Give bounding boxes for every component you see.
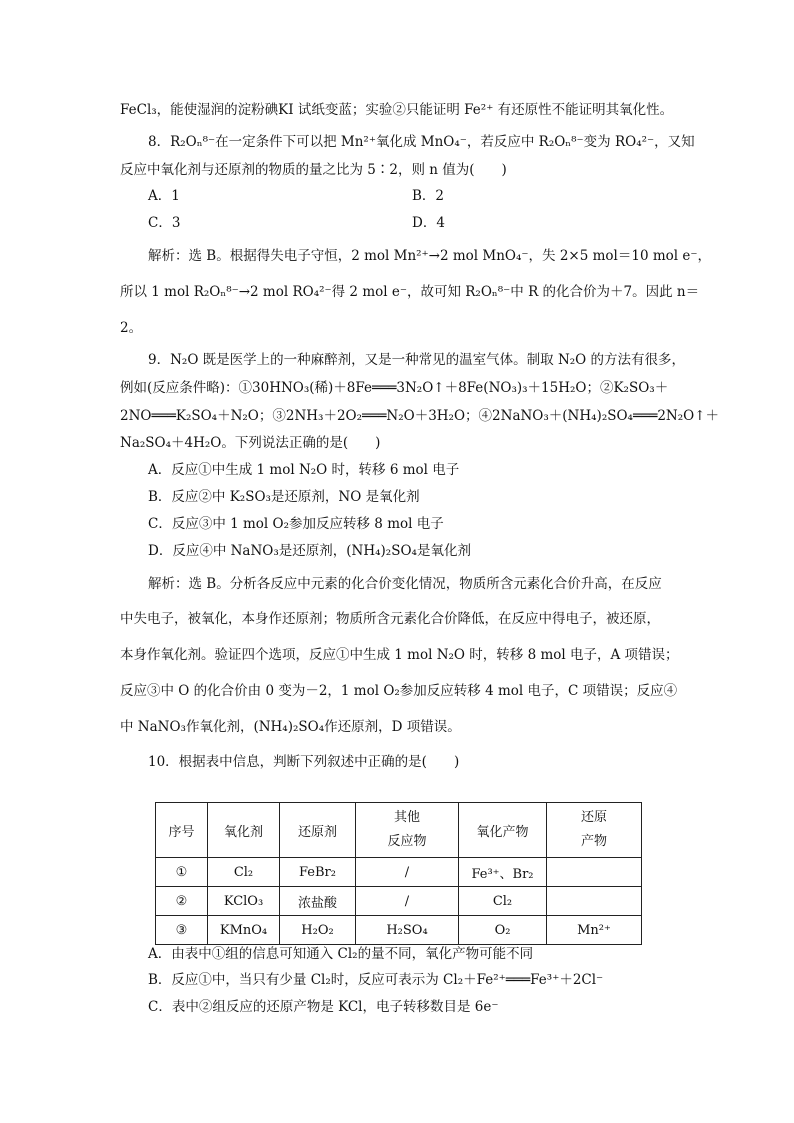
q9-explanation-line5: 中 NaNO₃作氧化剂，(NH₄)₂SO₄作还原剂，D 项错误。 <box>120 719 461 735</box>
q9-option-b: B．反应②中 K₂SO₃是还原剂，NO 是氧化剂 <box>148 489 420 505</box>
prev-answer-line: FeCl₃，能使湿润的淀粉碘KI 试纸变蓝；实验②只能证明 Fe²⁺ 有还原性不能证明其氧化性。 <box>120 102 674 118</box>
q8-stem-line1: 8．R₂Oₙ⁸⁻在一定条件下可以把 Mn²⁺氧化成 MnO₄⁻，若反应中 R₂Oₙ⁸⁻变为 RO₄²⁻，又知 <box>148 134 695 150</box>
table-header-row <box>156 803 642 858</box>
cell-oxidation-product: Cl₂ <box>459 887 547 916</box>
q10-stem: 10．根据表中信息，判断下列叙述中正确的是( ) <box>148 754 460 770</box>
cell-other: H₂SO₄ <box>356 916 459 945</box>
q9-explanation-line3: 本身作氧化剂。验证四个选项，反应①中生成 1 mol N₂O 时，转移 8 mol 电子，A 项错误； <box>120 647 679 663</box>
table-row <box>156 887 642 916</box>
q9-explanation-line2: 中失电子，被氧化，本身作还原剂；物质所含元素化合价降低，在反应中得电子，被还原， <box>120 611 660 627</box>
q10-option-a: A．由表中①组的信息可知通入 Cl₂的量不同，氧化产物可能不同 <box>148 946 534 962</box>
q9-stem-line3: 2NO═══K₂SO₄＋N₂O；③2NH₃＋2O₂═══N₂O＋3H₂O；④2NaNO₃＋(NH₄)₂SO₄═══2N₂O↑＋ <box>120 408 720 424</box>
cell-index: ③ <box>156 916 208 945</box>
header-oxidation-product: 氧化产物 <box>459 803 547 858</box>
cell-oxidation-product: O₂ <box>459 916 547 945</box>
q10-option-b: B．反应①中，当只有少量 Cl₂时，反应可表示为 Cl₂＋Fe²⁺═══Fe³⁺＋2Cl⁻ <box>148 972 604 988</box>
cell-reductant: H₂O₂ <box>280 916 356 945</box>
q9-stem-line1: 9．N₂O 既是医学上的一种麻醉剂，又是一种常见的温室气体。制取 N₂O 的方法有很多， <box>148 352 686 368</box>
table-row <box>156 858 642 887</box>
q8-option-c: C．3 <box>148 215 181 231</box>
cell-other: / <box>356 858 459 887</box>
cell-oxidant: Cl₂ <box>208 858 280 887</box>
header-other-reactants: 其他 反应物 <box>356 803 459 858</box>
cell-reduction-product <box>547 887 642 916</box>
q8-stem-line2: 反应中氧化剂与还原剂的物质的量之比为 5∶2，则 n 值为( ) <box>120 162 507 178</box>
cell-index: ② <box>156 887 208 916</box>
q9-explanation-line1: 解析：选 B。分析各反应中元素的化合价变化情况，物质所含元素化合价升高，在反应 <box>148 576 662 592</box>
cell-reduction-product <box>547 858 642 887</box>
q8-option-b: B．2 <box>412 188 445 204</box>
header-reduction-product: 还原 产物 <box>547 803 642 858</box>
q8-option-a: A．1 <box>148 188 180 204</box>
q9-explanation-line4: 反应③中 O 的化合价由 0 变为－2，1 mol O₂参加反应转移 4 mol 电子，C 项错误；反应④ <box>120 683 678 699</box>
q9-option-a: A．反应①中生成 1 mol N₂O 时，转移 6 mol 电子 <box>148 462 460 478</box>
q8-option-d: D．4 <box>412 215 445 231</box>
q9-stem-line2: 例如(反应条件略)：①30HNO₃(稀)＋8Fe═══3N₂O↑＋8Fe(NO₃)₃＋15H₂O；②K₂SO₃＋ <box>120 380 669 396</box>
cell-oxidation-product: Fe³⁺、Br₂ <box>459 858 547 887</box>
header-reductant: 还原剂 <box>280 803 356 858</box>
q10-option-c: C．表中②组反应的还原产物是 KCl，电子转移数目是 6e⁻ <box>148 999 499 1015</box>
header-oxidant: 氧化剂 <box>208 803 280 858</box>
cell-oxidant: KMnO₄ <box>208 916 280 945</box>
cell-other: / <box>356 887 459 916</box>
cell-index: ① <box>156 858 208 887</box>
q8-explanation-line2: 所以 1 mol R₂Oₙ⁸⁻→2 mol RO₄²⁻得 2 mol e⁻，故可知 R₂Oₙ⁸⁻中 R 的化合价为＋7。因此 n＝ <box>120 284 700 300</box>
q10-info-table <box>155 802 642 945</box>
cell-oxidant: KClO₃ <box>208 887 280 916</box>
q9-stem-line4: Na₂SO₄＋4H₂O。下列说法正确的是( ) <box>120 435 381 451</box>
q9-option-d: D．反应④中 NaNO₃是还原剂，(NH₄)₂SO₄是氧化剂 <box>148 543 471 559</box>
q9-option-c: C．反应③中 1 mol O₂参加反应转移 8 mol 电子 <box>148 516 444 532</box>
table-row <box>156 916 642 945</box>
q8-explanation-line3: 2。 <box>120 320 143 336</box>
cell-reductant: 浓盐酸 <box>280 887 356 916</box>
cell-reduction-product: Mn²⁺ <box>547 916 642 945</box>
cell-reductant: FeBr₂ <box>280 858 356 887</box>
q8-explanation-line1: 解析：选 B。根据得失电子守恒，2 mol Mn²⁺→2 mol MnO₄⁻，失 2×5 mol＝10 mol e⁻， <box>148 248 711 264</box>
header-index: 序号 <box>156 803 208 858</box>
